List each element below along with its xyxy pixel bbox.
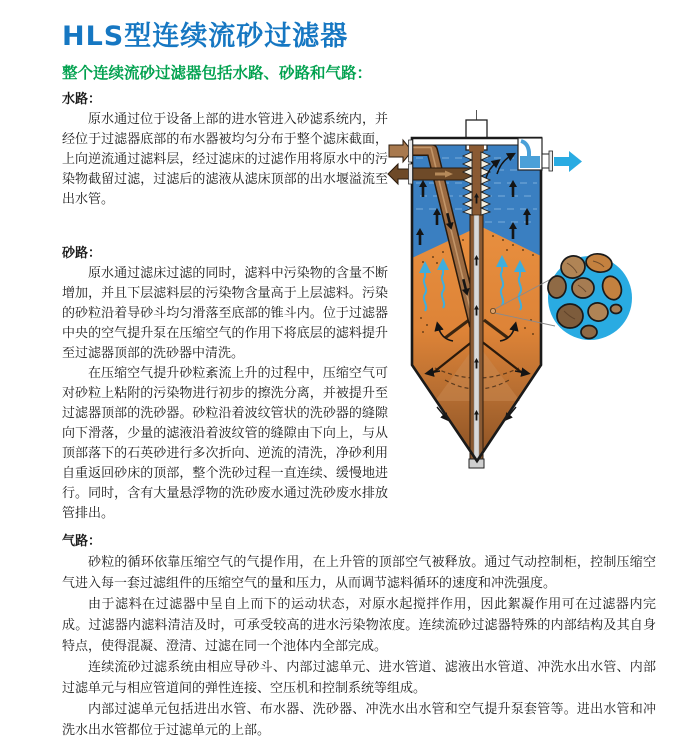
page-title: HLS型连续流砂过滤器 bbox=[62, 21, 349, 52]
sand-paragraph-2: 在压缩空气提升砂粒紊流上升的过程中，压缩空气可对砂粒上粘附的污染物进行初步的擦洗分离，并被提升至过滤器顶部的洗砂器。砂粒沿着波纹管状的洗砂器的缝隙向下滑落，少量的滤液沿着波纹管的缝隙由下向上，与从顶部落下的石英砂进行多次折向、逆流的清洗，净砂利用自重返回砂床的顶部，整个洗砂过程一直连续、缓慢地进行。同时，含有大量悬浮物的洗砂废水通过洗砂废水排放管排出。 bbox=[62, 366, 388, 521]
sand-filter-diagram bbox=[385, 110, 665, 534]
sand-paragraph-1: 原水通过滤床过滤的同时，滤料中污染物的含量不断增加，并且下层滤料层的污染物含量高于上层滤料。污染的砂粒沿着导砂斗均匀滑落至底部的锥斗内。位于过滤器中央的空气提升泵在压缩空气的作用下将底层的滤料提升至过滤器顶部的洗砂器中清洗。 bbox=[62, 266, 388, 361]
page-subtitle: 整个连续流砂过滤器包括水路、砂路和气路： bbox=[62, 64, 373, 82]
air-paragraph-1: 砂粒的循环依靠压缩空气的气提作用，在上升管的顶部空气被释放。通过气动控制柜，控制压缩空气进入每一套过滤组件的压缩空气的量和压力，从而调节滤料循环的速度和冲洗强度。 bbox=[62, 555, 656, 591]
waste-arrow-icon bbox=[388, 164, 411, 184]
pipe-flanges bbox=[409, 140, 413, 184]
air-paragraph-2: 由于滤料在过滤器中呈自上而下的运动状态，对原水起搅拌作用，因此絮凝作用可在过滤器内完成。过滤器内滤料清洁及时，可承受较高的进水污染物浓度。连续流砂过滤器特殊的内部结构及其自身特点，使得混凝、澄清、过滤在同一个池体内全部完成。 bbox=[62, 597, 656, 654]
air-section bbox=[62, 531, 656, 741]
section-label-water: 水路： bbox=[62, 92, 102, 107]
water-paragraph: 原水通过位于设备上部的进水管进入砂滤系统内，并经位于过滤器底部的布水器被均匀分布于整个滤床截面，上向逆流通过滤料层，经过滤床的过滤作用将原水中的污染物截留过滤，过滤后的滤液从滤床顶部的出水堰溢流至出水管。 bbox=[62, 112, 388, 207]
section-label-air: 气路： bbox=[62, 534, 102, 549]
sand-grains-inset bbox=[547, 252, 632, 340]
air-paragraph-3: 连续流砂过滤系统由相应导砂斗、内部过滤单元、进水管道、滤液出水管道、冲洗水出水管、内部过滤单元与相应管道间的弹性连接、空压机和控制系统等组成。 bbox=[62, 660, 656, 696]
section-label-sand: 砂路： bbox=[62, 246, 102, 261]
air-paragraph-4: 内部过滤单元包括进出水管、布水器、洗砂器、冲洗水出水管和空气提升泵套管等。进出水管和冲洗水出水管都位于过滤单元的上部。 bbox=[62, 702, 656, 738]
air-lift-pipe bbox=[469, 213, 484, 468]
left-text-column bbox=[62, 90, 388, 524]
wash-waste-pipe bbox=[412, 168, 475, 180]
clean-water-arrow-icon bbox=[554, 151, 582, 172]
outlet-weir-box bbox=[518, 138, 553, 171]
